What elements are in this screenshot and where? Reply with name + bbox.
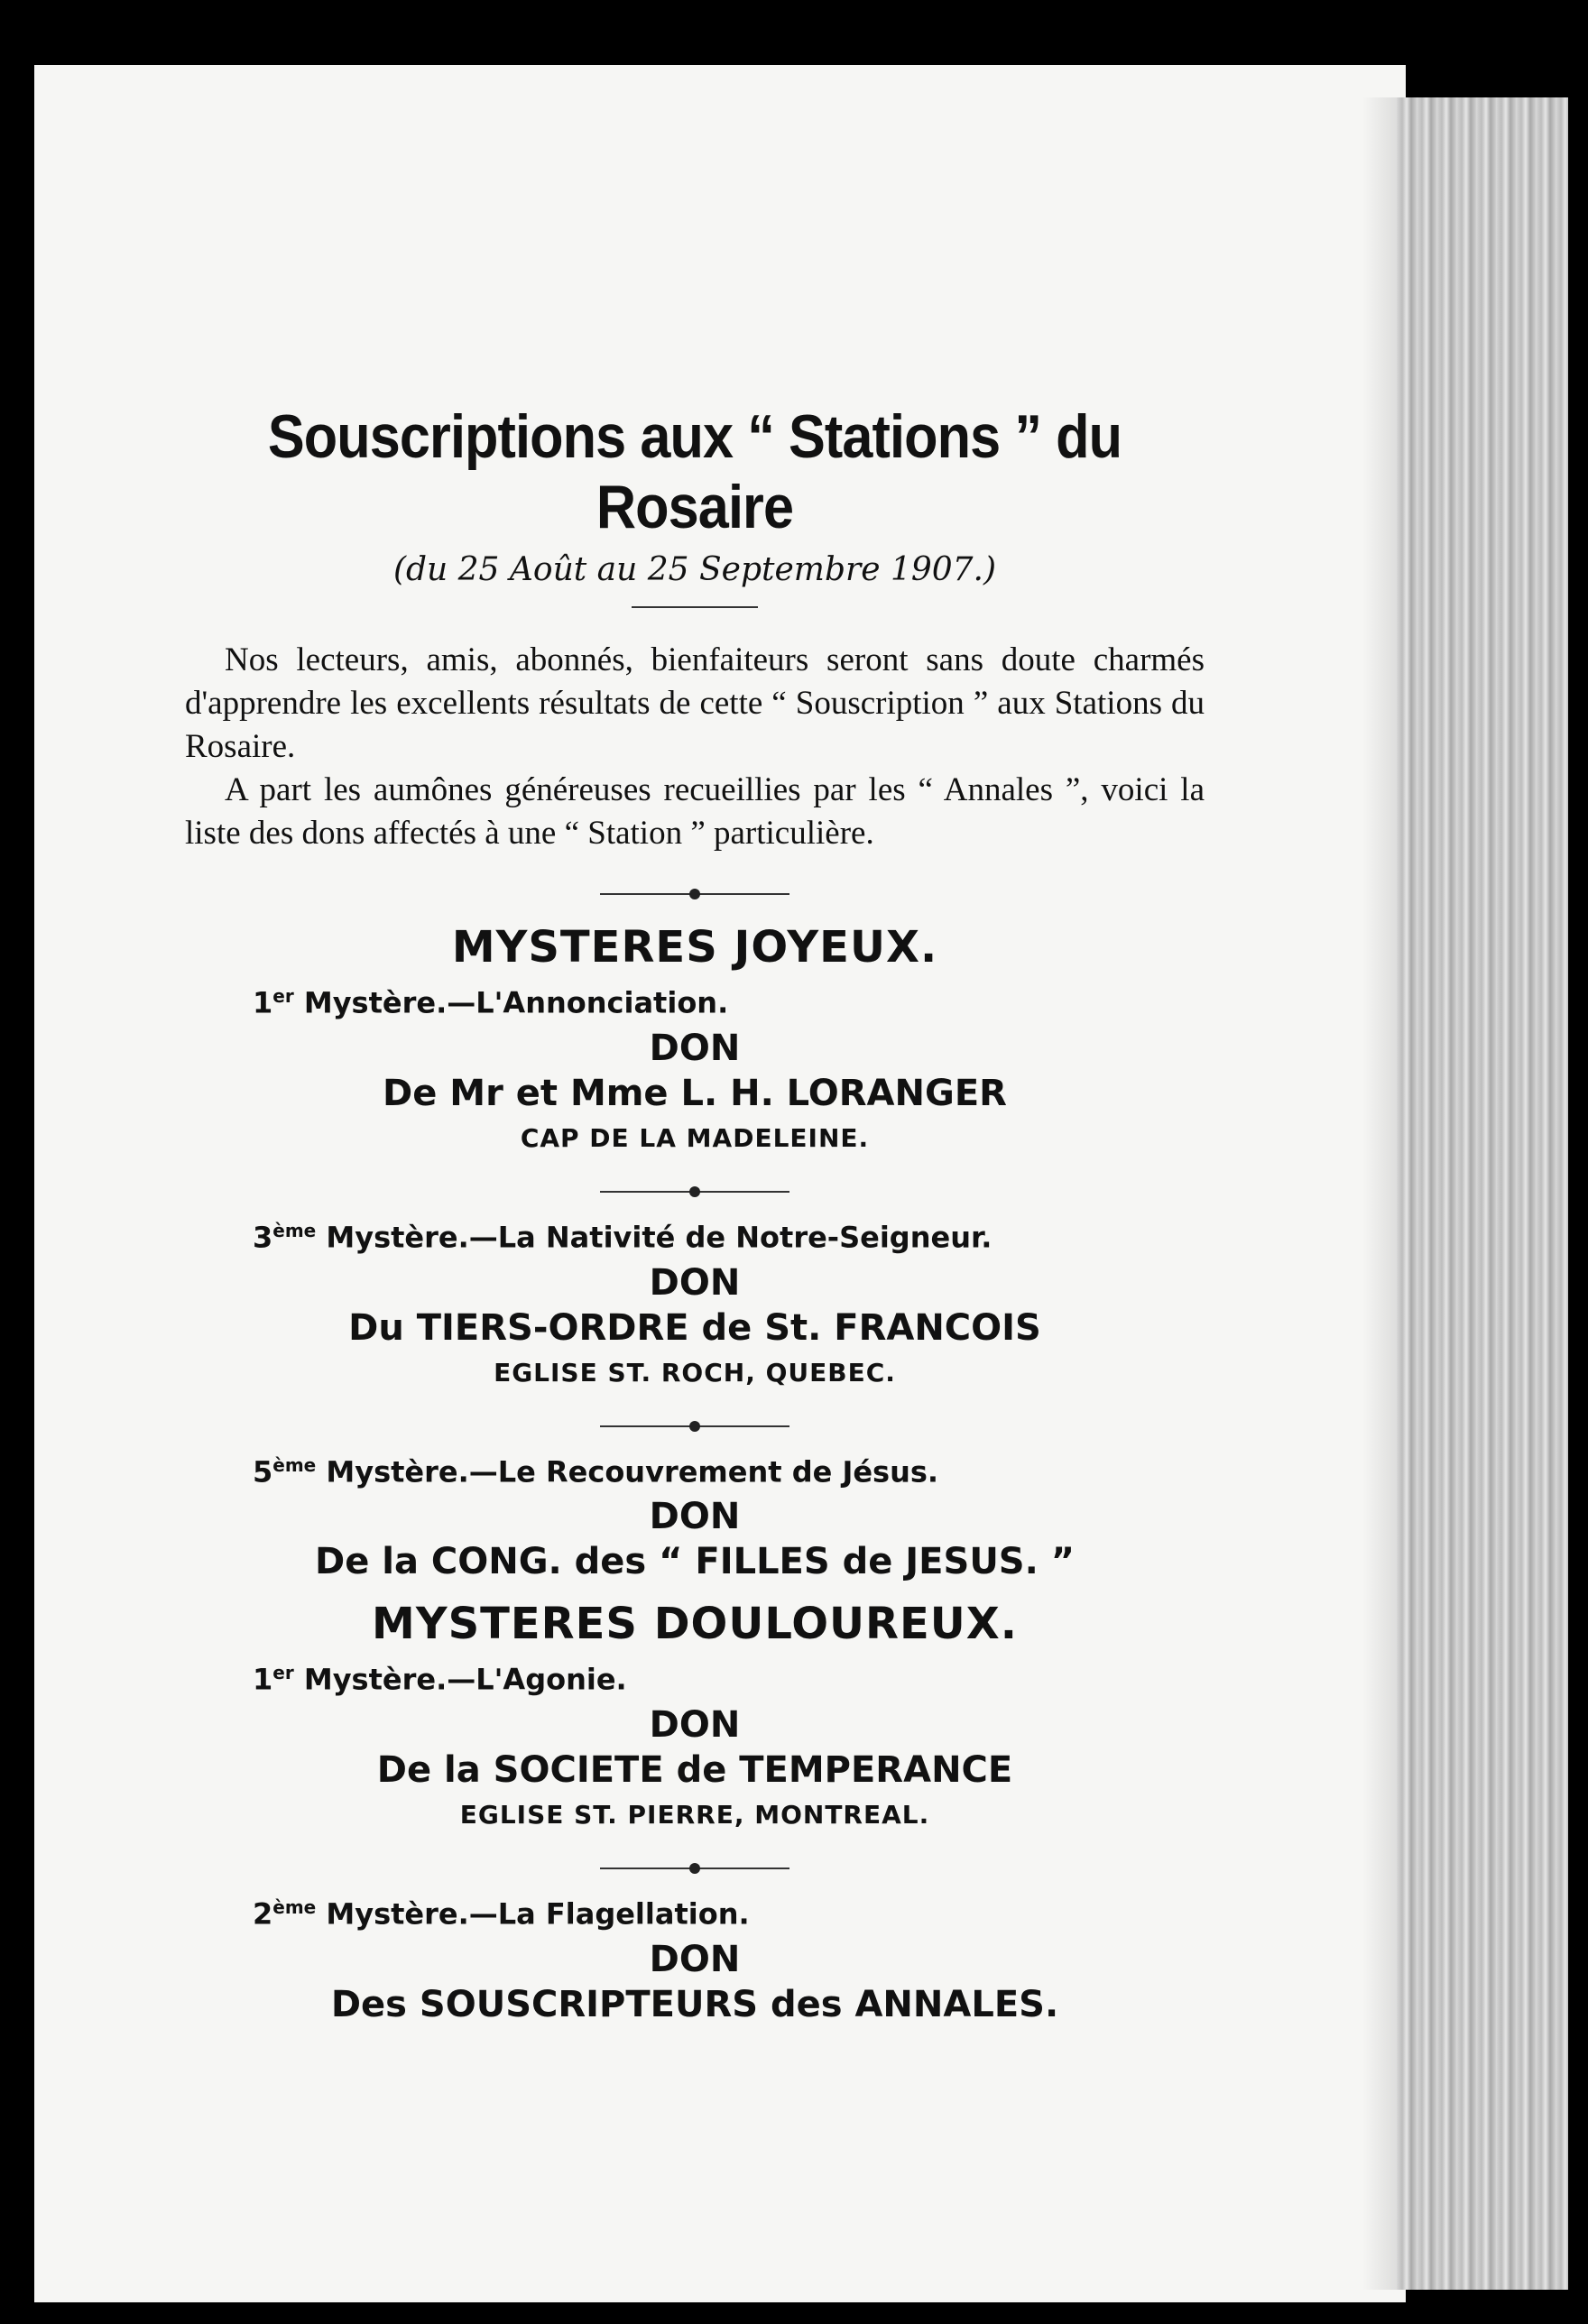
ornament-divider <box>600 1868 789 1869</box>
don-label: DON <box>649 1704 741 1746</box>
entry <box>180 1662 1209 1830</box>
mystery-line: 2ème Mystère.—La Flagellation. <box>253 1896 750 1932</box>
donor-place: EGLISE ST. PIERRE, MONTREAL. <box>459 1800 930 1830</box>
document-title: Souscriptions aux “ Stations ” du Rosaire <box>267 402 1122 542</box>
document-content <box>180 401 1209 2031</box>
mystery-line: 3ème Mystère.—La Nativité de Notre-Seigneur. <box>253 1220 992 1255</box>
ornament-divider <box>600 893 789 895</box>
don-label: DON <box>649 1938 741 1980</box>
entry <box>180 985 1209 1153</box>
entry <box>180 1896 1209 2025</box>
don-label: DON <box>649 1028 741 1070</box>
entry <box>180 1220 1209 1388</box>
don-label: DON <box>649 1261 741 1304</box>
donor-name: De la SOCIETE de TEMPERANCE <box>376 1749 1013 1791</box>
ornament-divider <box>600 1191 789 1193</box>
section-title-joyeux: MYSTERES JOYEUX. <box>451 922 938 973</box>
donor-name: De Mr et Mme L. H. LORANGER <box>383 1073 1007 1115</box>
donor-name: Du TIERS-ORDRE de St. FRANCOIS <box>348 1306 1041 1349</box>
donor-name: De la CONG. des “ FILLES de JESUS. ” <box>314 1541 1076 1583</box>
intro-paragraph: Nos lecteurs, amis, abonnés, bienfaiteurs seront sans doute charmés d'apprendre les excellents résultats de cette “ Souscription ” aux Stations du Rosaire. <box>185 641 1205 766</box>
document-subtitle: (du 25 Août au 25 Septembre 1907.) <box>392 551 997 589</box>
entry <box>180 1454 1209 1583</box>
section-title-douloureux: MYSTERES DOULOUREUX. <box>372 1599 1018 1650</box>
intro-text <box>185 639 1205 855</box>
intro-paragraph: A part les aumônes généreuses recueillies par les “ Annales ”, voici la liste des dons affectés à une “ Station ” particulière. <box>185 771 1205 853</box>
donor-name: Des SOUSCRIPTEURS des ANNALES. <box>330 1983 1059 2025</box>
donor-place: CAP DE LA MADELEINE. <box>520 1123 870 1154</box>
mystery-line: 1er Mystère.—L'Agonie. <box>253 1662 627 1697</box>
don-label: DON <box>649 1496 741 1538</box>
book-page-edges <box>1397 97 1568 2290</box>
donor-place: EGLISE ST. ROCH, QUEBEC. <box>494 1357 896 1388</box>
divider <box>632 606 758 608</box>
ornament-divider <box>600 1425 789 1427</box>
mystery-line: 5ème Mystère.—Le Recouvrement de Jésus. <box>253 1453 939 1489</box>
mystery-line: 1er Mystère.—L'Annonciation. <box>253 985 729 1021</box>
